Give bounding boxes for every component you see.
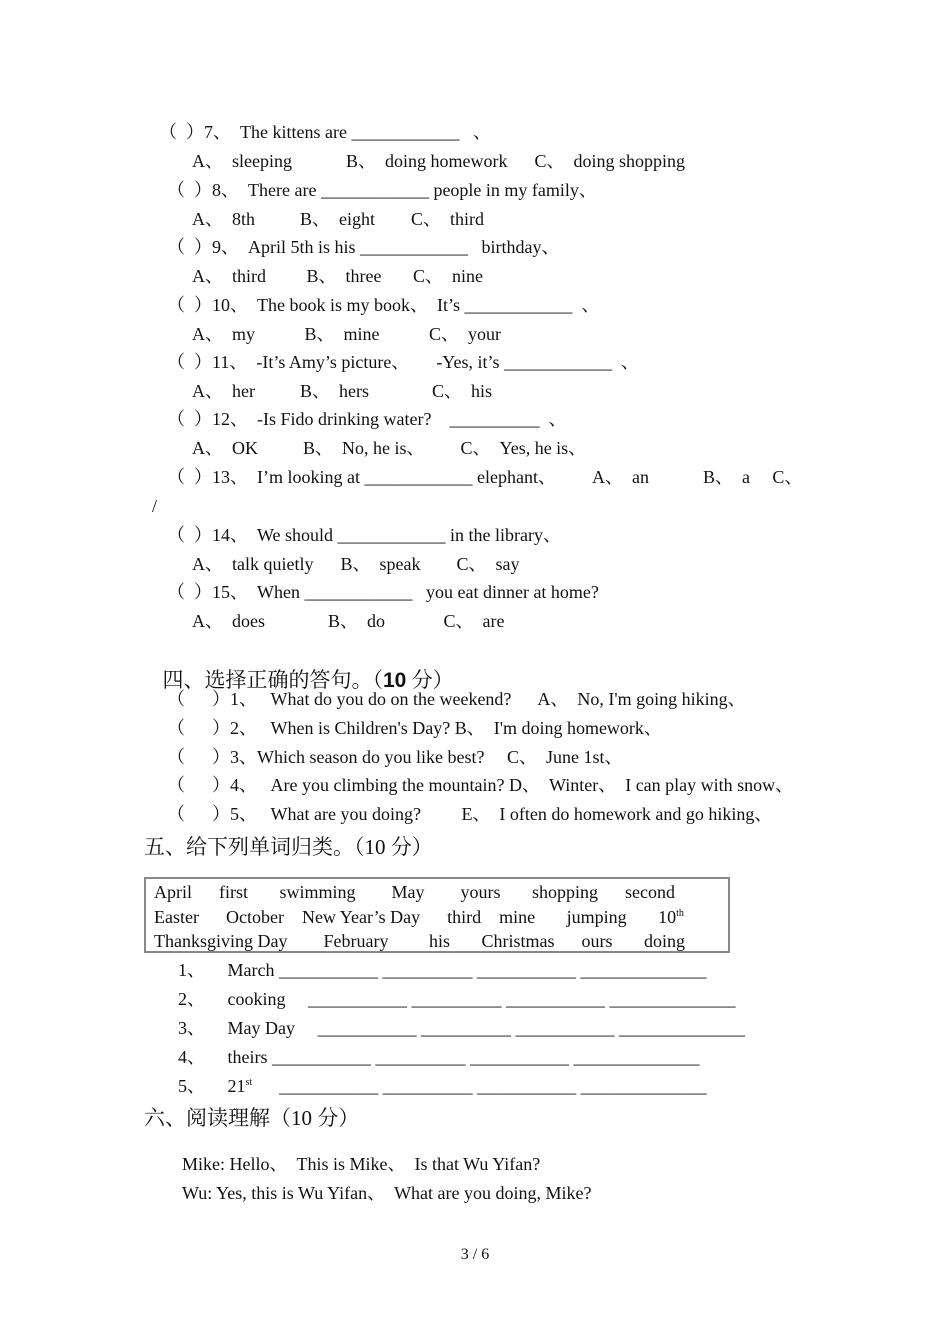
question-7-options: A、 sleeping B、 doing homework C、 doing shopping — [192, 151, 685, 171]
question-15-options: A、 does B、 do C、 are — [192, 611, 505, 631]
question-10-options: A、 my B、 mine C、 your — [192, 324, 501, 344]
word-bank-box — [144, 877, 730, 953]
word-bank-row-2-text: Easter October New Year’s Day third mine jumping 10 — [154, 907, 677, 927]
section-4-item-4: （ ）4、 Are you climbing the mountain? D、 Winter、 I can play with snow、 — [167, 775, 794, 795]
section-4-heading — [152, 641, 454, 694]
classify-line-5 — [178, 1075, 707, 1097]
section-4-item-5: （ ）5、 What are you doing? E、 I often do homework and go hiking、 — [167, 804, 773, 824]
question-7: （ ）7、 The kittens are ____________ 、 — [159, 122, 491, 142]
dialogue-line-1: Mike: Hello、 This is Mike、 Is that Wu Yifan? — [182, 1154, 541, 1174]
section-6-heading: 六、阅读理解（10 分） — [144, 1106, 360, 1130]
classify-line-4: 4、 theirs ___________ __________ ___________ ______________ — [178, 1047, 700, 1067]
question-13: （ ）13、 I’m looking at ____________ elephant、 A、 an B、 a C、 — [167, 467, 803, 487]
question-14: （ ）14、 We should ____________ in the library、 — [167, 525, 562, 545]
section-4-item-2: （ ）2、 When is Children's Day? B、 I'm doing homework、 — [167, 718, 662, 738]
question-9-options: A、 third B、 three C、 nine — [192, 266, 483, 286]
question-11: （ ）11、 -It’s Amy’s picture、 -Yes, it’s ____________ 、 — [167, 352, 640, 372]
section-4-item-3: （ ）3、Which season do you like best? C、 June 1st、 — [167, 747, 623, 767]
page-number: 3 / 6 — [460, 1246, 490, 1263]
section-4-score: 10 — [383, 669, 407, 692]
word-bank-row-3: Thanksgiving Day February his Christmas ours doing — [154, 931, 685, 951]
question-15: （ ）15、 When ____________ you eat dinner at home? — [167, 582, 599, 602]
section-4-heading-prefix: 四、选择正确的答句。（ — [162, 668, 383, 692]
word-bank-row-2 — [154, 906, 684, 928]
dialogue-line-2: Wu: Yes, this is Wu Yifan、 What are you doing, Mike? — [182, 1183, 592, 1203]
question-12-options: A、 OK B、 No, he is、 C、 Yes, he is、 — [192, 438, 587, 458]
section-5-heading: 五、给下列单词归类。（10 分） — [144, 835, 433, 859]
classify-line-5-suffix: st — [245, 1077, 253, 1088]
classify-line-3: 3、 May Day ___________ __________ ___________ ______________ — [178, 1018, 745, 1038]
question-8: （ ）8、 There are ____________ people in my family、 — [167, 180, 597, 200]
word-bank-row-1: April first swimming May yours shopping second — [154, 882, 675, 902]
classify-line-5-blanks: ___________ __________ ___________ ______________ — [252, 1076, 707, 1096]
question-9: （ ）9、 April 5th is his ____________ birthday、 — [167, 237, 560, 257]
classify-line-1: 1、 March ___________ __________ ___________ ______________ — [178, 960, 707, 980]
question-11-options: A、 her B、 hers C、 his — [192, 381, 492, 401]
word-bank-ordinal-suffix: th — [676, 908, 684, 919]
question-10: （ ）10、 The book is my book、 It’s ____________ 、 — [167, 295, 600, 315]
classify-line-5-prefix: 5、 21 — [178, 1076, 246, 1096]
question-12: （ ）12、 -Is Fido drinking water? __________ 、 — [167, 409, 567, 429]
question-14-options: A、 talk quietly B、 speak C、 say — [192, 554, 520, 574]
question-13-wrap: / — [152, 496, 158, 516]
section-4-heading-suffix: 分） — [406, 668, 454, 692]
classify-line-2: 2、 cooking ___________ __________ ___________ ______________ — [178, 989, 736, 1009]
question-8-options: A、 8th B、 eight C、 third — [192, 209, 484, 229]
section-4-item-1: （ ）1、 What do you do on the weekend? A、 No, I'm going hiking、 — [167, 689, 746, 709]
